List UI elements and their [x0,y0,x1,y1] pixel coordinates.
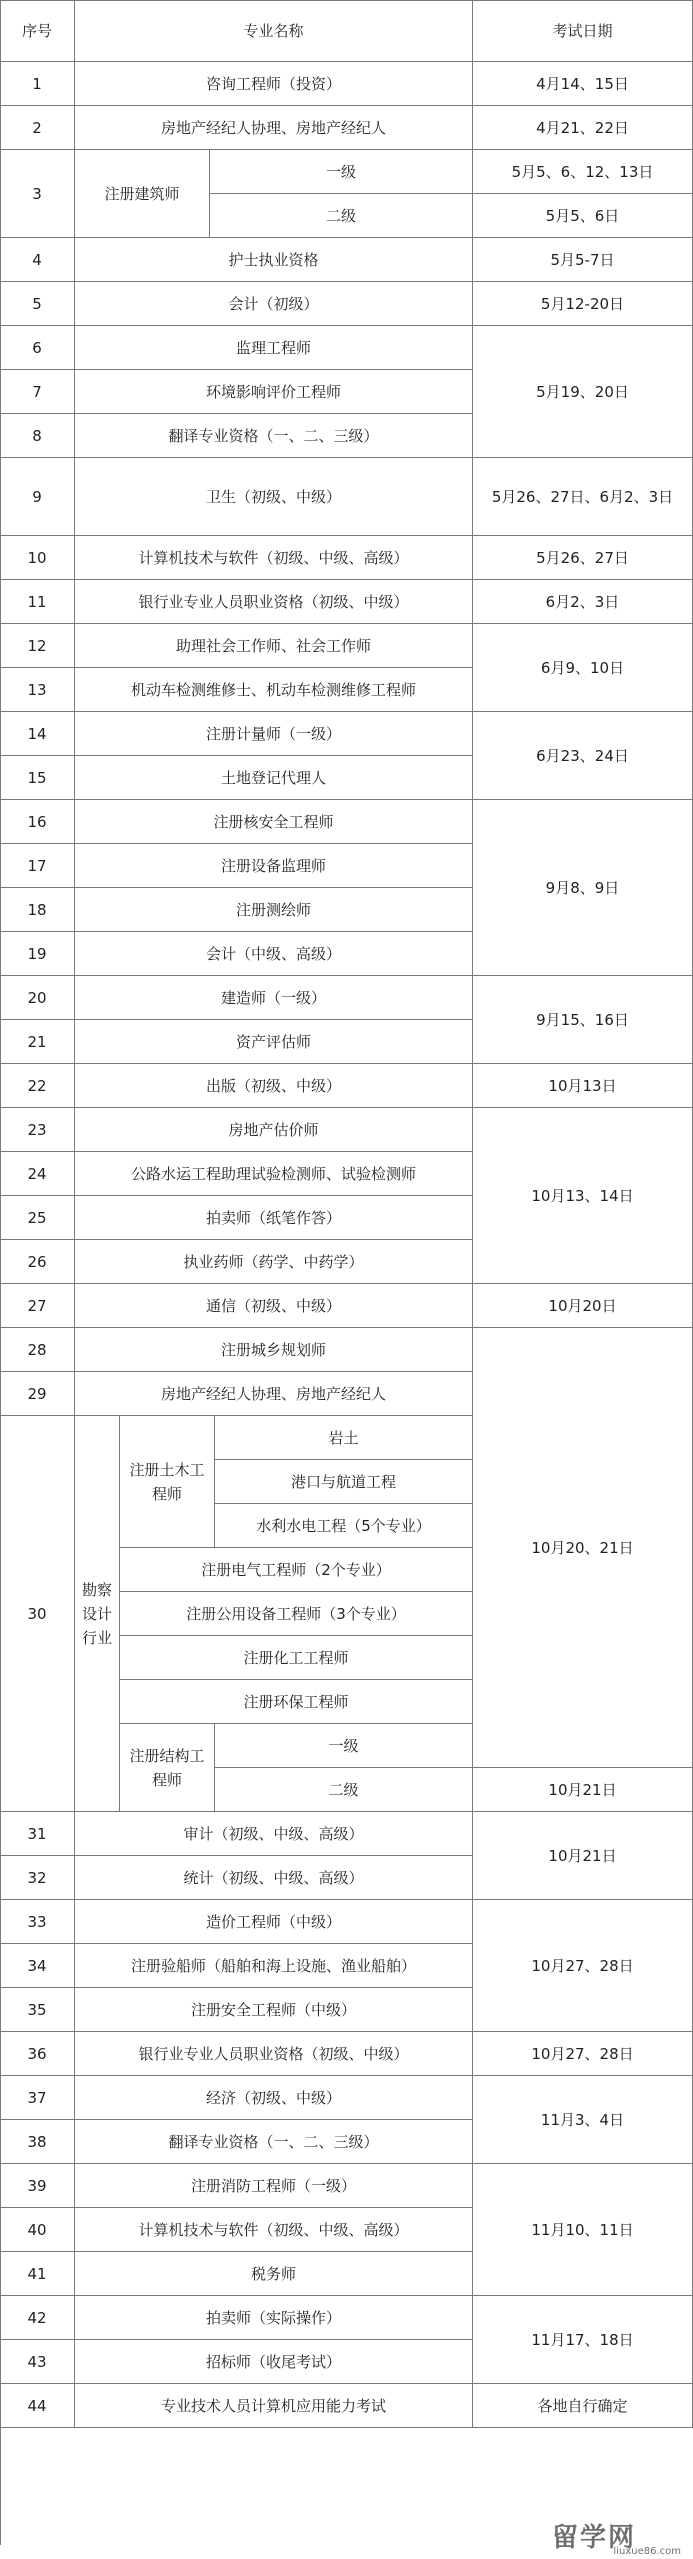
header-date: 考试日期 [473,0,693,62]
row-name: 专业技术人员计算机应用能力考试 [75,2384,473,2428]
row-name: 房地产经纪人协理、房地产经纪人 [75,106,473,150]
row-name: 注册计量师（一级） [75,712,473,756]
row-name: 计算机技术与软件（初级、中级、高级） [75,536,473,580]
exam-date: 10月21日 [473,1812,693,1900]
exam-date: 10月27、28日 [473,2032,693,2076]
row-number: 30 [0,1416,75,1812]
row-number: 16 [0,800,75,844]
row-number: 32 [0,1856,75,1900]
row-number: 42 [0,2296,75,2340]
row-number: 35 [0,1988,75,2032]
row-number: 33 [0,1900,75,1944]
row-name: 土地登记代理人 [75,756,473,800]
group-subname: 注册电气工程师（2个专业） [120,1548,473,1592]
row-number: 29 [0,1372,75,1416]
row-name: 招标师（收尾考试） [75,2340,473,2384]
row-name: 经济（初级、中级） [75,2076,473,2120]
row-number: 17 [0,844,75,888]
exam-date: 10月20日 [473,1284,693,1328]
row-number: 28 [0,1328,75,1372]
row-number: 44 [0,2384,75,2428]
row-name: 注册安全工程师（中级） [75,1988,473,2032]
exam-date: 5月19、20日 [473,326,693,458]
row-number: 12 [0,624,75,668]
row-name: 监理工程师 [75,326,473,370]
watermark-text: 留学网 [551,2522,636,2553]
row-name: 注册设备监理师 [75,844,473,888]
group-label: 勘察设计行业 [75,1416,120,1812]
row-number: 23 [0,1108,75,1152]
exam-date: 10月20、21日 [473,1328,693,1768]
row-number: 38 [0,2120,75,2164]
row-name: 执业药师（药学、中药学） [75,1240,473,1284]
row-sublevel: 二级 [210,194,473,238]
row-number: 43 [0,2340,75,2384]
group-subname: 注册环保工程师 [120,1680,473,1724]
row-name: 注册城乡规划师 [75,1328,473,1372]
row-name: 护士执业资格 [75,238,473,282]
header-name: 专业名称 [75,0,473,62]
row-name: 公路水运工程助理试验检测师、试验检测师 [75,1152,473,1196]
row-name: 会计（初级） [75,282,473,326]
row-name: 机动车检测维修士、机动车检测维修工程师 [75,668,473,712]
exam-date: 10月13、14日 [473,1108,693,1284]
row-number: 11 [0,580,75,624]
row-number: 25 [0,1196,75,1240]
exam-date: 5月5、6、12、13日 [473,150,693,194]
header-no: 序号 [0,0,75,62]
row-name: 房地产经纪人协理、房地产经纪人 [75,1372,473,1416]
exam-date: 9月15、16日 [473,976,693,1064]
exam-date: 6月2、3日 [473,580,693,624]
exam-date: 5月26、27日、6月2、3日 [473,458,693,536]
exam-date: 各地自行确定 [473,2384,693,2428]
row-name: 造价工程师（中级） [75,1900,473,1944]
row-number: 7 [0,370,75,414]
row-name: 资产评估师 [75,1020,473,1064]
row-number: 3 [0,150,75,238]
row-name: 助理社会工作师、社会工作师 [75,624,473,668]
group-subname: 注册化工工程师 [120,1636,473,1680]
row-number: 22 [0,1064,75,1108]
row-name: 计算机技术与软件（初级、中级、高级） [75,2208,473,2252]
exam-date: 11月3、4日 [473,2076,693,2164]
row-number: 10 [0,536,75,580]
row-name: 统计（初级、中级、高级） [75,1856,473,1900]
row-name: 拍卖师（实际操作） [75,2296,473,2340]
exam-date: 5月12-20日 [473,282,693,326]
watermark-logo [499,2513,689,2557]
row-number: 15 [0,756,75,800]
row-name: 翻译专业资格（一、二、三级） [75,414,473,458]
row-number: 20 [0,976,75,1020]
row-number: 36 [0,2032,75,2076]
row-number: 1 [0,62,75,106]
row-number: 19 [0,932,75,976]
row-name: 出版（初级、中级） [75,1064,473,1108]
group-subitem: 一级 [215,1724,473,1768]
exam-date: 9月8、9日 [473,800,693,976]
row-name: 注册测绘师 [75,888,473,932]
row-number: 5 [0,282,75,326]
exam-date: 5月5、6日 [473,194,693,238]
exam-date: 11月17、18日 [473,2296,693,2384]
group-subname: 注册土木工程师 [120,1416,215,1548]
row-name: 银行业专业人员职业资格（初级、中级） [75,2032,473,2076]
row-name: 注册消防工程师（一级） [75,2164,473,2208]
watermark-url: liuxue86.com [613,2546,681,2557]
row-number: 13 [0,668,75,712]
exam-date: 5月5-7日 [473,238,693,282]
row-number: 39 [0,2164,75,2208]
row-number: 9 [0,458,75,536]
row-number: 34 [0,1944,75,1988]
row-number: 6 [0,326,75,370]
table-top-border [0,0,693,1]
exam-date: 10月13日 [473,1064,693,1108]
row-number: 8 [0,414,75,458]
row-name: 环境影响评价工程师 [75,370,473,414]
row-name: 卫生（初级、中级） [75,458,473,536]
row-name: 翻译专业资格（一、二、三级） [75,2120,473,2164]
group-subname: 注册结构工程师 [120,1724,215,1812]
exam-date: 4月21、22日 [473,106,693,150]
row-number: 14 [0,712,75,756]
group-subname: 注册公用设备工程师（3个专业） [120,1592,473,1636]
exam-date: 5月26、27日 [473,536,693,580]
row-name: 建造师（一级） [75,976,473,1020]
row-name: 税务师 [75,2252,473,2296]
row-number: 26 [0,1240,75,1284]
group-subitem: 二级 [215,1768,473,1812]
exam-date: 6月9、10日 [473,624,693,712]
row-name: 审计（初级、中级、高级） [75,1812,473,1856]
row-name: 通信（初级、中级） [75,1284,473,1328]
exam-date: 11月10、11日 [473,2164,693,2296]
exam-date: 6月23、24日 [473,712,693,800]
row-number: 31 [0,1812,75,1856]
row-number: 4 [0,238,75,282]
exam-date: 4月14、15日 [473,62,693,106]
row-number: 37 [0,2076,75,2120]
row-name: 房地产估价师 [75,1108,473,1152]
row-name: 注册核安全工程师 [75,800,473,844]
exam-date: 10月27、28日 [473,1900,693,2032]
row-number: 24 [0,1152,75,1196]
row-number: 18 [0,888,75,932]
row-sublevel: 一级 [210,150,473,194]
group-subitem: 港口与航道工程 [215,1460,473,1504]
row-number: 21 [0,1020,75,1064]
row-name: 拍卖师（纸笔作答） [75,1196,473,1240]
row-name: 会计（中级、高级） [75,932,473,976]
group-subitem: 水利水电工程（5个专业） [215,1504,473,1548]
row-number: 41 [0,2252,75,2296]
row-number: 40 [0,2208,75,2252]
table-left-border [0,0,1,2545]
row-name: 咨询工程师（投资） [75,62,473,106]
exam-date: 10月21日 [473,1768,693,1812]
row-name: 注册建筑师 [75,150,210,238]
row-name: 银行业专业人员职业资格（初级、中级） [75,580,473,624]
row-number: 2 [0,106,75,150]
row-name: 注册验船师（船舶和海上设施、渔业船舶） [75,1944,473,1988]
row-number: 27 [0,1284,75,1328]
group-subitem: 岩土 [215,1416,473,1460]
